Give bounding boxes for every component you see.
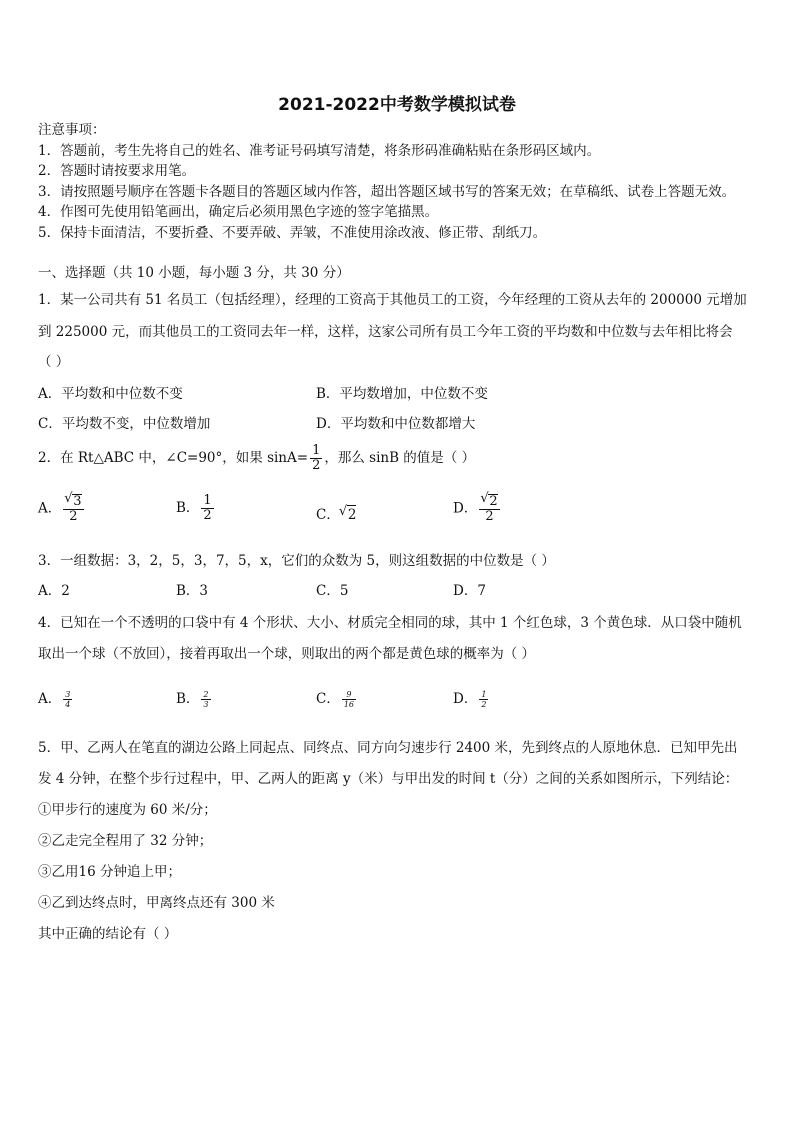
q2-option-d-frac <box>479 494 499 524</box>
q4-option-d-den: 2 <box>481 700 487 709</box>
q2-option-c-label: C． <box>316 507 340 523</box>
q4-option-b-label: B． <box>176 691 200 707</box>
q2-option-d-rad: √ 2 <box>488 494 497 509</box>
q2-option-a-frac <box>63 494 83 524</box>
q5-line1: 5．甲、乙两人在笔直的湖边公路上同起点、同终点、同方向匀速步行 2400 米，先到终点的人原地休息．已知甲先出 <box>38 740 738 756</box>
notes-item: 1．答题前，考生先将自己的姓名、准考证号码填写清楚，将条形码准确粘贴在条形码区域内。 <box>38 142 601 159</box>
q4-line1: 4．已知在一个不透明的口袋中有 4 个形状、大小、材质完全相同的球，其中 1 个红色球，3 个黄色球．从口袋中随机 <box>38 615 742 631</box>
q1-line1: 1．某一公司共有 51 名员工（包括经理），经理的工资高于其他员工的工资，今年经理的工资从去年的 200000 元增加 <box>38 292 747 308</box>
q4-option-c-frac <box>342 690 356 709</box>
q2-option-c <box>316 505 356 524</box>
q2-option-a-den: 2 <box>69 509 78 524</box>
q5-statement-1: ①甲步行的速度为 60 米/分； <box>38 802 217 818</box>
q4-option-a-frac <box>63 690 72 709</box>
q2-option-a <box>38 494 86 524</box>
q4-option-d-num: 1 <box>481 690 487 699</box>
notes-item: 2．答题时请按要求用笔。 <box>38 163 196 179</box>
q4-option-b <box>176 690 213 709</box>
q2-option-b-den: 2 <box>203 508 212 523</box>
q2-stem-post: ，那么 sinB 的值是（ ） <box>324 450 476 466</box>
q4-option-d <box>453 690 490 709</box>
q1-option-b: B．平均数增加，中位数不变 <box>316 386 488 402</box>
q3-option-b: B．3 <box>176 583 209 599</box>
q4-option-c <box>316 690 358 709</box>
q2-option-d-den: 2 <box>485 509 494 524</box>
q4-option-b-num: 2 <box>203 690 209 699</box>
q4-option-c-label: C． <box>316 691 340 707</box>
q3-option-d: D．7 <box>453 583 486 599</box>
q4-option-b-den: 3 <box>203 700 209 709</box>
q4-option-a-label: A． <box>38 691 62 707</box>
notes-item: 3．请按照题号顺序在答题卡各题目的答题区域内作答，超出答题区域书写的答案无效；在草稿纸、试卷上答题无效。 <box>38 183 736 200</box>
q2-option-b-frac <box>201 494 213 523</box>
notes-item: 4．作图可先使用铅笔画出，确定后必须用黑色字迹的签字笔描黑。 <box>38 204 439 220</box>
q4-option-c-num: 9 <box>342 690 356 700</box>
q4-option-b-frac <box>201 690 210 709</box>
q2-option-d <box>453 494 502 524</box>
q4-option-a-den: 4 <box>65 700 71 709</box>
q2-fraction <box>310 444 322 473</box>
q5-line2: 发 4 分钟，在整个步行过程中，甲、乙两人的距离 y（米）与甲出发的时间 t（分）之间的关系如图所示，下列结论： <box>38 771 739 787</box>
q2-stem-pre: 2．在 Rt△ABC 中，∠C=90°，如果 sinA= <box>38 450 309 466</box>
q1-option-c: C．平均数不变，中位数增加 <box>38 416 211 432</box>
q5-question: 其中正确的结论有（ ） <box>38 926 178 942</box>
notes-block <box>38 120 768 243</box>
page-title: 2021-2022中考数学模拟试卷 <box>278 95 516 115</box>
q2-option-b-num: 1 <box>203 493 212 508</box>
section-heading: 一、选择题（共 10 小题，每小题 3 分，共 30 分） <box>38 265 350 281</box>
q5-statement-2: ②乙走完全程用了 32 分钟； <box>38 833 213 849</box>
q4-option-a <box>38 690 74 709</box>
notes-heading: 注意事项： <box>38 122 106 138</box>
q4-option-d-frac <box>479 690 488 709</box>
q2-frac-den: 2 <box>312 458 321 473</box>
q4-option-c-den: 16 <box>343 700 355 709</box>
q2-option-a-rad: √ 3 <box>72 494 81 509</box>
q3-option-c: C．5 <box>316 583 349 599</box>
q1-option-d: D．平均数和中位数都增大 <box>316 416 476 432</box>
q3-stem: 3．一组数据：3，2，5，3，7，5，x，它们的众数为 5，则这组数据的中位数是（ ） <box>38 553 555 569</box>
q5-statement-4: ④乙到达终点时，甲离终点还有 300 米 <box>38 895 275 911</box>
q2-option-b-label: B． <box>176 500 200 516</box>
q1-option-a: A．平均数和中位数不变 <box>38 386 183 402</box>
q2-stem <box>38 444 475 473</box>
q3-option-a: A．2 <box>38 583 70 599</box>
q2-option-b <box>176 494 216 523</box>
q1-line2: 到 225000 元，而其他员工的工资同去年一样，这样，这家公司所有员工今年工资的平均数和中位数与去年相比将会 <box>38 324 733 340</box>
q4-option-d-label: D． <box>453 691 478 707</box>
q2-option-a-label: A． <box>38 500 62 517</box>
q5-statement-3: ③乙用16 分钟追上甲； <box>38 864 181 880</box>
q2-option-c-rad: √ 2 <box>347 505 357 524</box>
q4-line2: 取出一个球（不放回），接着再取出一个球，则取出的两个都是黄色球的概率为（ ） <box>38 646 536 662</box>
q2-option-d-label: D． <box>453 500 478 517</box>
q2-frac-num: 1 <box>312 443 321 458</box>
q1-line3: （ ） <box>38 354 70 370</box>
notes-item: 5．保持卡面清洁，不要折叠、不要弄破、弄皱，不准使用涂改液、修正带、刮纸刀。 <box>38 224 547 241</box>
q4-option-a-num: 3 <box>65 690 71 699</box>
